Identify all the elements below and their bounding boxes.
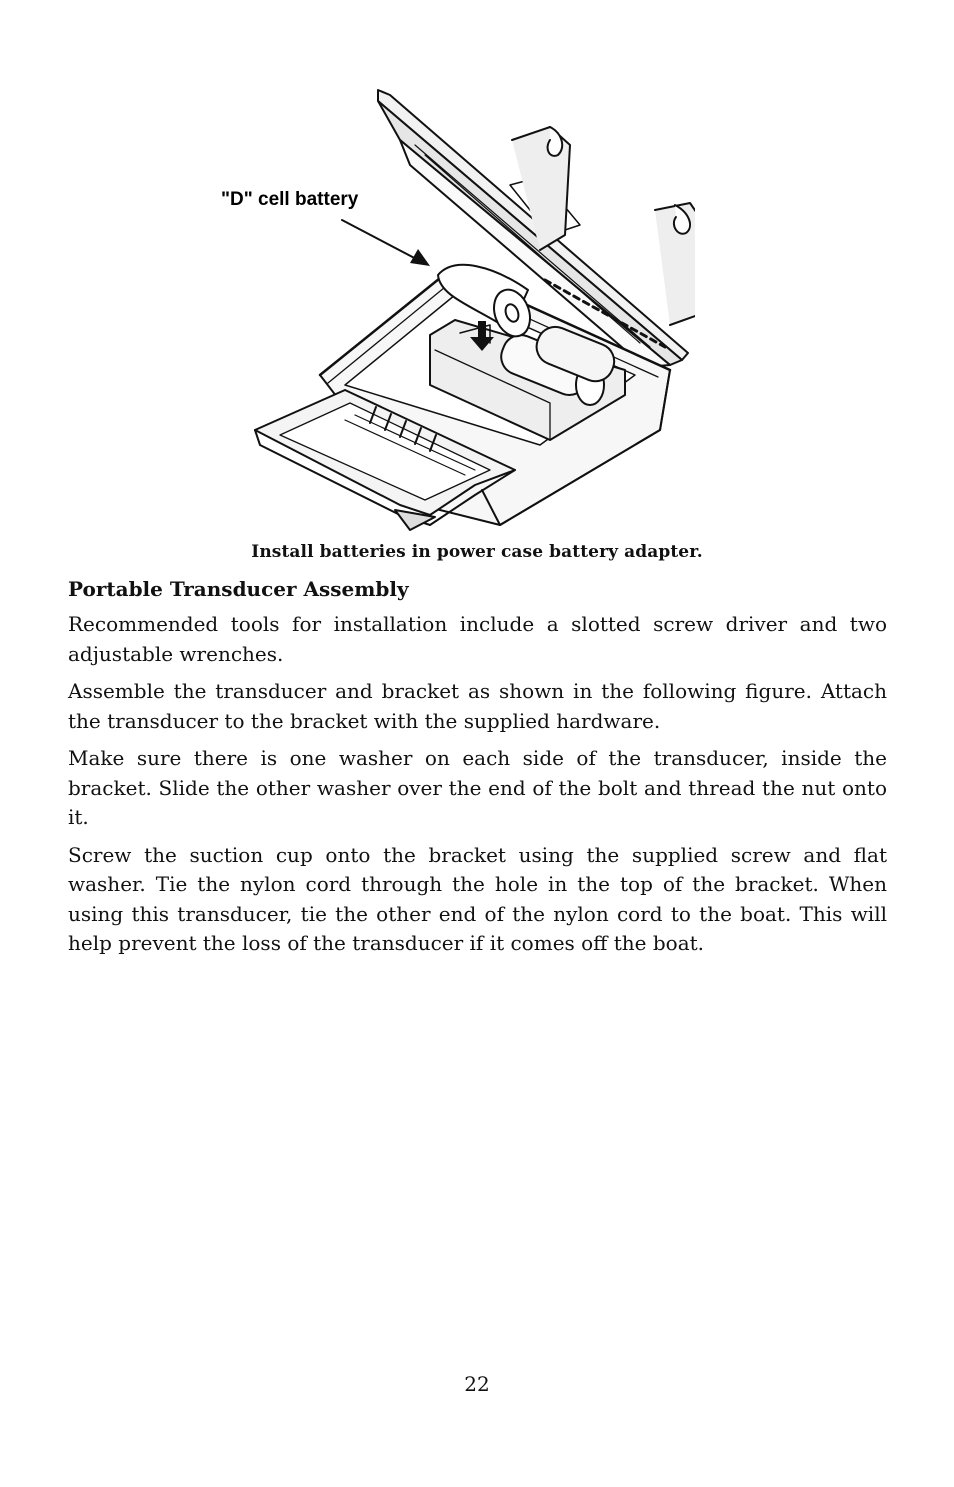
figure-callout-label: "D" cell battery: [221, 189, 359, 210]
figure-caption: Install batteries in power case battery adapter.: [251, 542, 703, 562]
section-portable-transducer: [68, 574, 887, 967]
callout-pointer-arrow-icon: [342, 220, 430, 266]
page-number: 22: [464, 1372, 490, 1396]
section-heading: Portable Transducer Assembly: [68, 577, 409, 601]
paragraph-suction-cup: Screw the suction cup onto the bracket using the supplied screw and flat washer. Tie the nylon cord through the hole in the top of the bracket. When using this transducer, tie the other end of the nylon cord to the boat. This will help prevent the loss of the transducer if it comes off the boat.: [68, 842, 887, 955]
power-case-illustration: [250, 85, 695, 535]
paragraph-tools: Recommended tools for installation include a slotted screw driver and two adjustable wrenches.: [68, 612, 887, 666]
paragraph-washer: Make sure there is one washer on each side of the transducer, inside the bracket. Slide the other washer over the end of the bolt and thread the nut onto it.: [68, 746, 887, 829]
paragraph-assemble: Assemble the transducer and bracket as shown in the following figure. Attach the transducer to the bracket with the supplied hardware.: [68, 679, 887, 733]
